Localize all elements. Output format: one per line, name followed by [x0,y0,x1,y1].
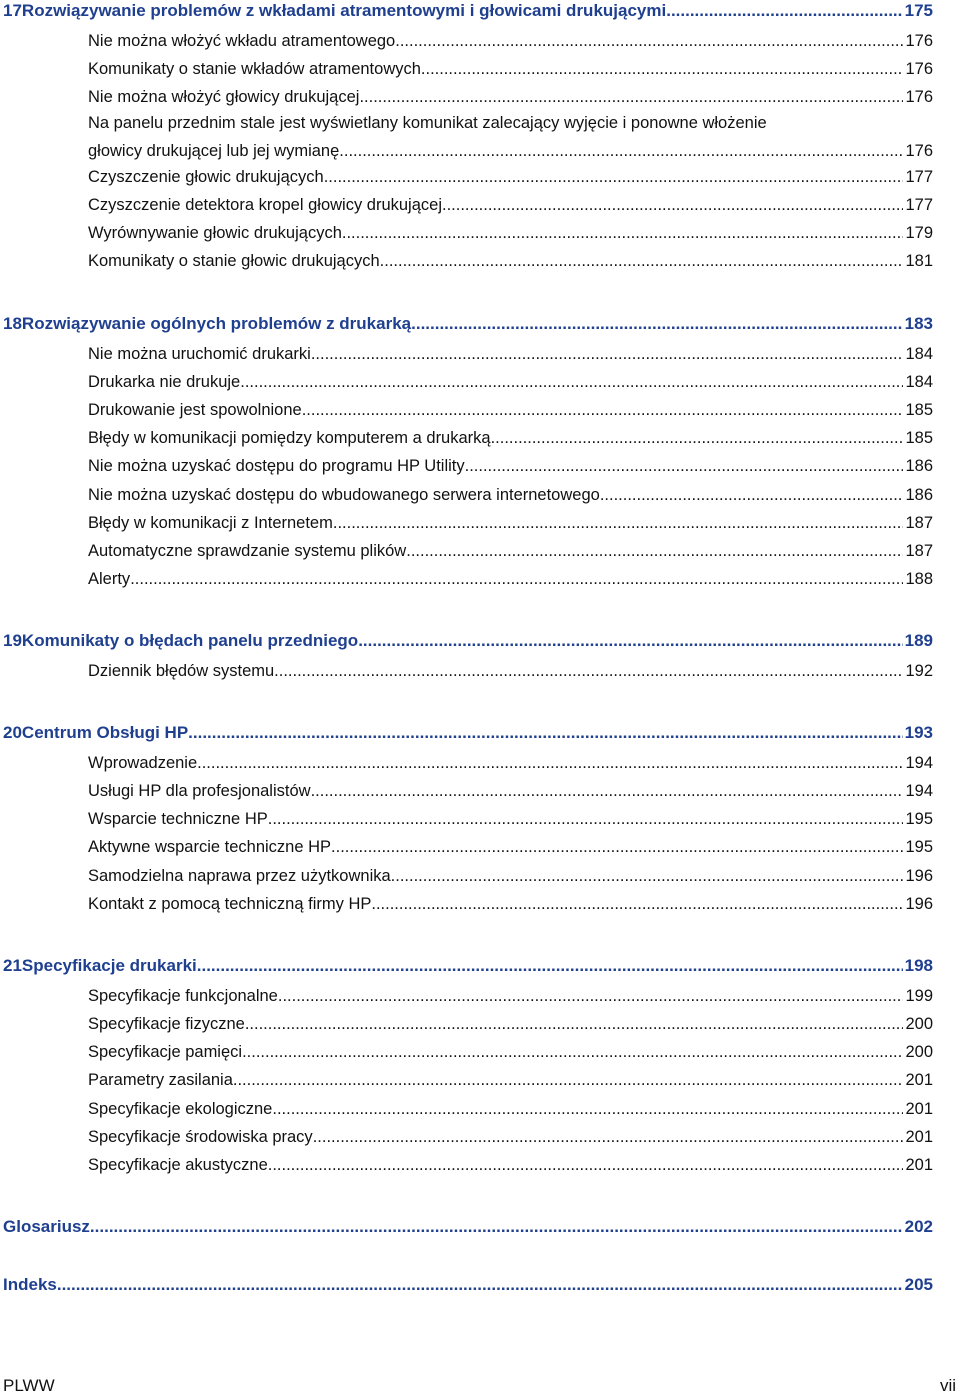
toc-entry[interactable] [88,836,933,858]
toc-entry[interactable] [88,194,933,216]
dot-leader [411,313,903,335]
dot-leader [272,1098,903,1120]
entry-title: Usługi HP dla profesjonalistów [88,782,311,800]
entry-title: Wprowadzenie [88,754,198,772]
entry-page-number: 176 [905,60,933,78]
dot-leader [188,722,902,744]
toc-entry[interactable] [88,893,933,915]
entry-title: Kontakt z pomocą techniczną firmy HP [88,895,372,913]
footer-page-number: vii [939,1376,956,1395]
toc-chapter-17[interactable] [3,0,933,22]
entry-page-number: 187 [905,514,933,532]
dot-leader [278,985,904,1007]
toc-entry-multiline[interactable] [88,110,933,162]
entry-title: Specyfikacje środowiska pracy [88,1128,313,1146]
dot-leader [130,568,903,590]
entry-title: Drukarka nie drukuje [88,373,241,391]
toc-chapter-18[interactable] [3,313,933,335]
dot-leader [245,1013,904,1035]
dot-leader [90,1216,903,1238]
dot-leader [274,660,903,682]
chapter-title: Specyfikacje drukarki [21,956,197,975]
chapter-page-number: 183 [904,314,933,333]
chapter-page-number: 175 [904,1,933,20]
dot-leader [465,455,904,477]
dot-leader [342,222,904,244]
entry-title: Specyfikacje pamięci [88,1043,243,1061]
entry-page-number: 201 [905,1128,933,1146]
entry-page-number: 201 [905,1156,933,1174]
entry-title: Nie można uzyskać dostępu do wbudowanego serwera internetowego [88,486,600,504]
toc-chapter-21[interactable] [3,955,933,977]
entry-title: Wsparcie techniczne HP [88,810,268,828]
dot-leader [313,1126,904,1148]
entry-title: Komunikaty o stanie głowic drukujących [88,252,380,270]
dot-leader [391,865,904,887]
toc-entry[interactable] [88,752,933,774]
chapter-number: 21 [3,956,22,975]
entry-page-number: 199 [905,987,933,1005]
chapter-page-number: 198 [904,956,933,975]
toc-index[interactable] [3,1274,933,1296]
toc-entry[interactable] [88,455,933,477]
dot-leader [358,630,902,652]
entry-title: Parametry zasilania [88,1071,233,1089]
toc-entry[interactable] [88,1069,933,1091]
toc-entry[interactable] [88,865,933,887]
dot-leader [395,30,903,52]
entry-title: Specyfikacje fizyczne [88,1015,245,1033]
dot-leader [666,0,902,22]
toc-entry[interactable] [88,540,933,562]
toc-entry[interactable] [88,166,933,188]
dot-leader [242,1041,903,1063]
dot-leader [233,1069,904,1091]
entry-page-number: 185 [905,429,933,447]
dot-leader [380,250,904,272]
entry-page-number: 176 [905,32,933,50]
entry-title: Komunikaty o stanie wkładów atramentowych [88,60,421,78]
dot-leader [302,399,904,421]
entry-title: Czyszczenie głowic drukujących [88,168,324,186]
entry-page-number: 187 [905,542,933,560]
dot-leader [268,808,904,830]
chapter-number: 20 [3,723,22,742]
dot-leader [311,780,904,802]
entry-title: Nie można włożyć głowicy drukującej [88,88,360,106]
toc-chapter-19[interactable] [3,630,933,652]
entry-page-number: 176 [905,88,933,106]
toc-entry[interactable] [88,30,933,52]
dot-leader [421,58,904,80]
entry-title: Nie można uruchomić drukarki [88,345,311,363]
dot-leader [371,893,903,915]
entry-page-number: 194 [905,782,933,800]
entry-title: Czyszczenie detektora kropel głowicy drukującej [88,196,442,214]
glossary-page-number: 202 [904,1217,933,1236]
entry-title: Samodzielna naprawa przez użytkownika [88,867,391,885]
dot-leader [331,836,903,858]
toc-entry[interactable] [88,1154,933,1176]
entry-title: Wyrównywanie głowic drukujących [88,224,342,242]
dot-leader [339,140,903,162]
entry-page-number: 184 [905,373,933,391]
entry-page-number: 195 [905,810,933,828]
glossary-title: Glosariusz [3,1217,90,1236]
entry-page-number: 181 [905,252,933,270]
toc-entry[interactable] [88,371,933,393]
dot-leader [197,752,903,774]
chapter-page-number: 193 [904,723,933,742]
entry-title-line1: Na panelu przednim stale jest wyświetlany komunikat zalecający wyjęcie i ponowne włożenie [88,114,767,132]
entry-page-number: 179 [905,224,933,242]
entry-page-number: 201 [905,1071,933,1089]
entry-title: Alerty [88,570,131,588]
entry-page-number: 201 [905,1100,933,1118]
entry-title-line2: głowicy drukującej lub jej wymianę [88,142,340,160]
entry-title: Błędy w komunikacji pomiędzy komputerem a drukarką [88,429,491,447]
dot-leader [491,427,904,449]
chapter-number: 19 [3,631,22,650]
toc-entry[interactable] [88,1098,933,1120]
entry-page-number: 200 [905,1043,933,1061]
entry-title: Specyfikacje ekologiczne [88,1100,273,1118]
entry-title: Aktywne wsparcie techniczne HP [88,838,332,856]
toc-entry[interactable] [88,985,933,1007]
index-page-number: 205 [904,1275,933,1294]
entry-page-number: 192 [905,662,933,680]
toc-entry[interactable] [88,660,933,682]
dot-leader [600,484,904,506]
toc-entry[interactable] [88,1041,933,1063]
dot-leader [197,955,903,977]
entry-page-number: 185 [905,401,933,419]
entry-page-number: 196 [905,895,933,913]
toc-entry[interactable] [88,343,933,365]
entry-title: Błędy w komunikacji z Internetem [88,514,333,532]
chapter-title: Rozwiązywanie ogólnych problemów z drukarką [21,314,412,333]
entry-page-number: 177 [905,196,933,214]
entry-title: Nie można włożyć wkładu atramentowego [88,32,396,50]
entry-page-number: 186 [905,457,933,475]
toc-entry[interactable] [88,86,933,108]
toc-entry[interactable] [88,568,933,590]
toc-chapter-20[interactable] [3,722,933,744]
chapter-title: Rozwiązywanie problemów z wkładami atramentowymi i głowicami drukującymi [21,1,667,20]
entry-page-number: 195 [905,838,933,856]
entry-page-number: 196 [905,867,933,885]
chapter-number: 17 [3,1,22,20]
dot-leader [268,1154,904,1176]
toc-entry[interactable] [88,399,933,421]
dot-leader [311,343,904,365]
toc-entry[interactable] [88,808,933,830]
dot-leader [359,86,903,108]
toc-entry[interactable] [88,58,933,80]
chapter-page-number: 189 [904,631,933,650]
dot-leader [240,371,903,393]
entry-page-number: 176 [905,142,933,160]
toc-entry[interactable] [88,222,933,244]
index-title: Indeks [3,1275,57,1294]
toc-glossary[interactable] [3,1216,933,1238]
dot-leader [324,166,904,188]
toc-entry[interactable] [88,512,933,534]
dot-leader [57,1274,903,1296]
entry-title: Dziennik błędów systemu [88,662,275,680]
entry-title: Nie można uzyskać dostępu do programu HP Utility [88,457,465,475]
entry-title: Drukowanie jest spowolnione [88,401,302,419]
dot-leader [406,540,903,562]
chapter-title: Centrum Obsługi HP [21,723,189,742]
toc-entry[interactable] [88,250,933,272]
toc-entry[interactable] [88,780,933,802]
chapter-title: Komunikaty o błędach panelu przedniego [21,631,359,650]
toc-entry[interactable] [88,427,933,449]
entry-page-number: 186 [905,486,933,504]
dot-leader [333,512,904,534]
dot-leader [442,194,903,216]
chapter-number: 18 [3,314,22,333]
entry-page-number: 188 [905,570,933,588]
entry-title: Specyfikacje funkcjonalne [88,987,278,1005]
footer-doc-code: PLWW [3,1376,55,1395]
toc-entry[interactable] [88,1126,933,1148]
entry-page-number: 177 [905,168,933,186]
entry-page-number: 200 [905,1015,933,1033]
entry-title: Specyfikacje akustyczne [88,1156,268,1174]
toc-entry[interactable] [88,484,933,506]
entry-page-number: 194 [905,754,933,772]
toc-entry[interactable] [88,1013,933,1035]
entry-title: Automatyczne sprawdzanie systemu plików [88,542,407,560]
entry-page-number: 184 [905,345,933,363]
